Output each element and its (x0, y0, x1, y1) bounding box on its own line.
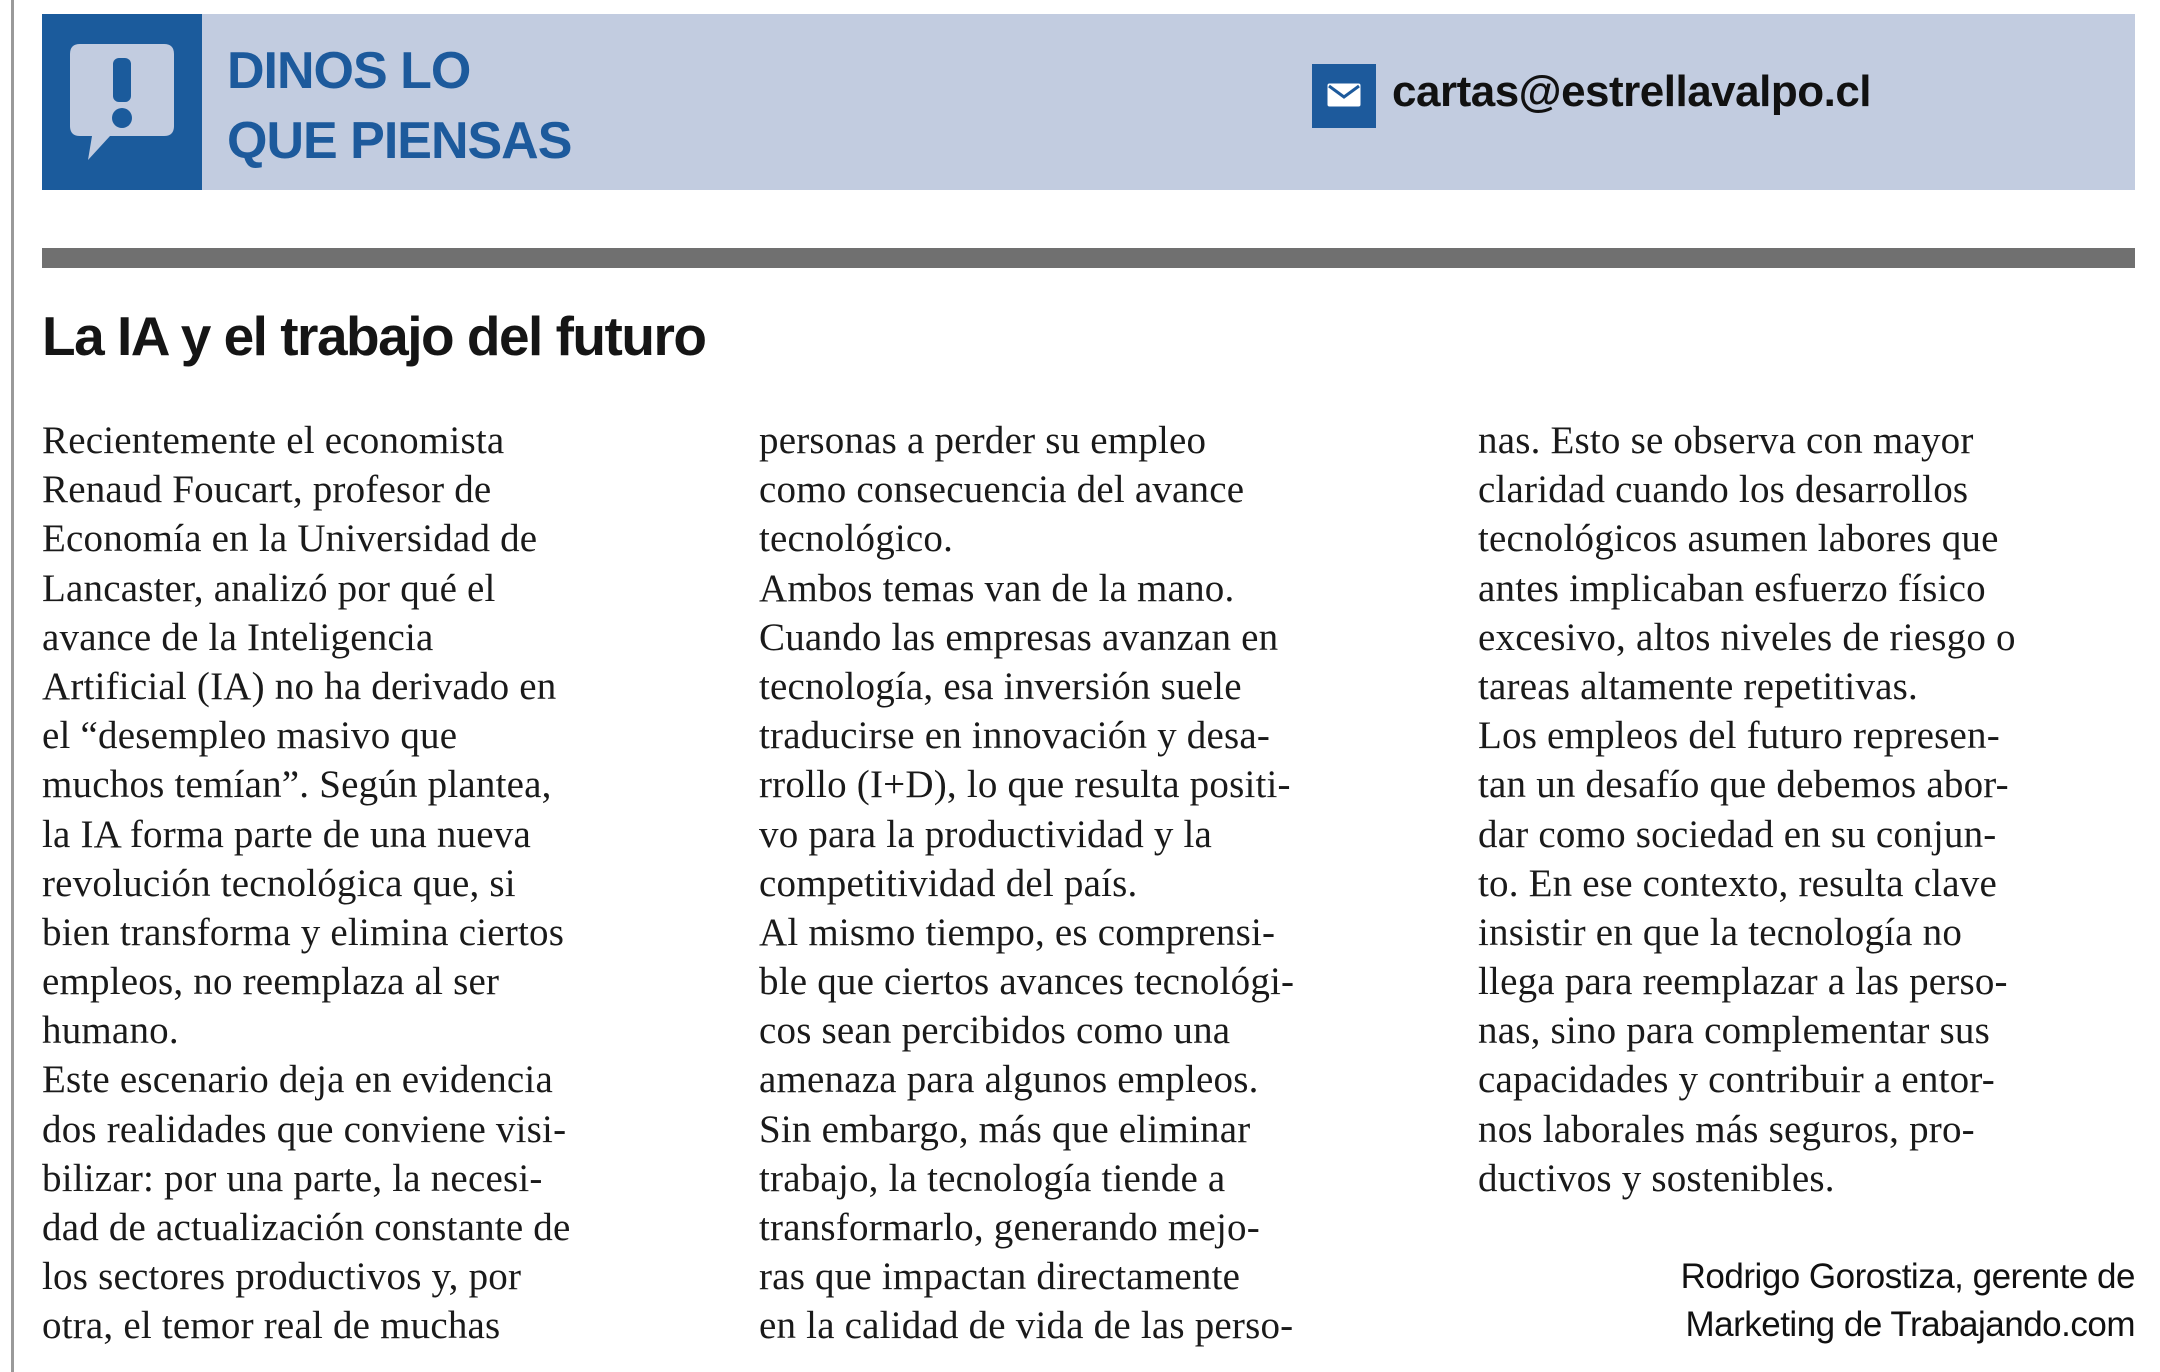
article-text-line: traducirse en innovación y desa- (759, 714, 1271, 758)
article-text-line: tecnológico. (759, 517, 954, 561)
article-text-line: otra, el temor real de muchas (42, 1304, 501, 1348)
article-text-line: avance de la Inteligencia (42, 615, 434, 659)
article-column-1 (42, 416, 727, 1351)
article-text-line: insistir en que la tecnología no (1478, 910, 1963, 954)
article-text-line: ble que ciertos avances tecnológi- (759, 960, 1295, 1004)
article-column-3 (1478, 416, 2160, 1203)
article-text-line: Lancaster, analizó por qué el (42, 566, 496, 610)
article-text-line: dar como sociedad en su conjun- (1478, 812, 1997, 856)
article-text-line: nas, sino para complementar sus (1478, 1009, 1990, 1053)
article-text-line: nos laborales más seguros, pro- (1478, 1107, 1975, 1151)
article-text-line: capacidades y contribuir a entor- (1478, 1058, 1995, 1102)
section-header (42, 14, 2135, 190)
article-text-line: cos sean percibidos como una (759, 1009, 1231, 1053)
article-text-line: tan un desafío que debemos abor- (1478, 763, 2009, 807)
article-text-line: antes implicaban esfuerzo físico (1478, 566, 1986, 610)
article-text-line: llega para reemplazar a las perso- (1478, 960, 2008, 1004)
article-text-line: en la calidad de vida de las perso- (759, 1304, 1294, 1348)
article-text-line: Artificial (IA) no ha derivado en (42, 664, 557, 708)
left-margin-rule (11, 0, 14, 1372)
article-column-2 (759, 416, 1444, 1351)
envelope-icon (1312, 64, 1376, 128)
article-text-line: la IA forma parte de una nueva (42, 812, 531, 856)
article-text-line: dad de actualización constante de (42, 1206, 571, 1249)
article-text-line: los sectores productivos y, por (42, 1255, 522, 1299)
article-text-line: ras que impactan directamente (759, 1255, 1241, 1299)
article-text-line: vo para la productividad y la (759, 812, 1213, 856)
article-text-line: dos realidades que conviene visi- (42, 1107, 567, 1151)
article-headline: La IA y el trabajo del futuro (42, 305, 706, 367)
article-text-line: personas a perder su empleo (759, 419, 1207, 462)
article-text-line: tareas altamente repetitivas. (1478, 664, 1918, 708)
article-text-line: Ambos temas van de la mano. (759, 566, 1235, 610)
article-text-line: humano. (42, 1009, 179, 1053)
article-text-line: transformarlo, generando mejo- (759, 1206, 1260, 1249)
article-text-line: Al mismo tiempo, es comprensi- (759, 910, 1276, 954)
section-title-line-2: QUE PIENSAS (227, 112, 572, 170)
article-signature (1681, 1253, 2135, 1349)
article-text-line: Sin embargo, más que eliminar (759, 1107, 1251, 1151)
exclamation-speech-bubble-icon (42, 14, 202, 190)
article-text-line: Recientemente el economista (42, 419, 505, 462)
article-text-line: ductivos y sostenibles. (1478, 1156, 1835, 1200)
article-text-line: muchos temían”. Según plantea, (42, 763, 552, 807)
signature-line-2: Marketing de Trabajando.com (1685, 1305, 2135, 1344)
article-text-line: trabajo, la tecnología tiende a (759, 1156, 1226, 1200)
section-title-line-1: DINOS LO (227, 42, 471, 100)
article-text-line: Renaud Foucart, profesor de (42, 468, 492, 512)
signature-line-1: Rodrigo Gorostiza, gerente de (1680, 1257, 2135, 1296)
section-divider (42, 248, 2135, 268)
article-text-line: Este escenario deja en evidencia (42, 1058, 553, 1102)
article-text-line: claridad cuando los desarrollos (1478, 468, 1969, 512)
article-text-line: competitividad del país. (759, 861, 1138, 905)
article-text-line: Cuando las empresas avanzan en (759, 615, 1279, 659)
article-text-line: el “desempleo masivo que (42, 714, 458, 758)
article-text-line: tecnología, esa inversión suele (759, 664, 1242, 708)
section-title (227, 36, 647, 176)
article-text-line: empleos, no reemplaza al ser (42, 960, 500, 1004)
article-text-line: excesivo, altos niveles de riesgo o (1478, 615, 2016, 659)
article-text-line: revolución tecnológica que, si (42, 861, 516, 905)
article-text-line: rrollo (I+D), lo que resulta positi- (759, 763, 1291, 807)
article-text-line: nas. Esto se observa con mayor (1478, 419, 1974, 462)
article-text-line: amenaza para algunos empleos. (759, 1058, 1259, 1102)
article-text-line: Economía en la Universidad de (42, 517, 538, 561)
article-text-line: tecnológicos asumen labores que (1478, 517, 1999, 561)
contact-email-link[interactable]: cartas@estrellavalpo.cl (1392, 67, 1872, 116)
article-text-line: bien transforma y elimina ciertos (42, 910, 565, 954)
article-text-line: bilizar: por una parte, la necesi- (42, 1156, 543, 1200)
article-text-line: to. En ese contexto, resulta clave (1478, 861, 1998, 905)
article-text-line: como consecuencia del avance (759, 468, 1245, 512)
article-text-line: Los empleos del futuro represen- (1478, 714, 2000, 758)
